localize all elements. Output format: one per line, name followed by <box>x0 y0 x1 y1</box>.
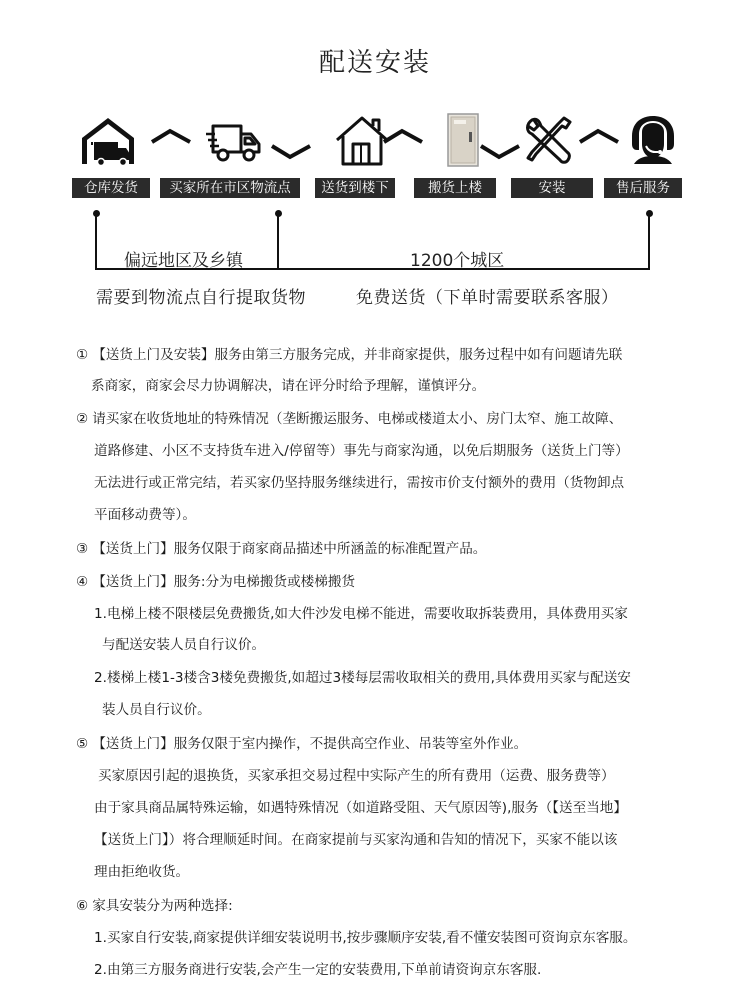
bracket-line <box>95 214 97 269</box>
connector-up-1 <box>150 128 192 144</box>
paragraph-4-line-2: 1.电梯上楼不限楼层免费搬货,如大件沙发电梯不能进，需要收取拆装费用，具体费用买家 <box>94 606 628 622</box>
paragraph-5-line-2: 买家原因引起的退换货，买家承担交易过程中实际产生的所有费用（运费、服务费等） <box>98 768 615 784</box>
connector-down-2 <box>270 144 312 160</box>
paragraph-5-line-4: 【送货上门】）将合理顺延时间。在商家提前与买家沟通和告知的情况下，买家不能以该 <box>94 832 618 848</box>
step-warehouse: 仓库发货 <box>72 178 150 198</box>
paragraph-4-line-5: 装人员自行议价。 <box>102 702 211 718</box>
warehouse-truck-icon <box>79 112 137 168</box>
page-title: 配送安装 <box>318 48 431 78</box>
paragraph-4-line-3: 与配送安装人员自行议价。 <box>102 637 266 653</box>
step-after-sales: 售后服务 <box>604 178 682 198</box>
customer-service-icon <box>624 112 682 168</box>
paragraph-4-line-1: ④ 【送货上门】服务:分为电梯搬货或楼梯搬货 <box>76 574 356 590</box>
paragraph-6-line-1: ⑥ 家具安装分为两种选择: <box>76 898 233 914</box>
paragraph-1-line-2: 系商家，商家会尽力协调解决，请在评分时给予理解，谨慎评分。 <box>91 378 486 394</box>
bracket-line <box>648 214 650 269</box>
paragraph-2-line-3: 无法进行或正常完结，若买家仍坚持服务继续进行，需按市价支付额外的费用（货物卸点 <box>94 475 625 491</box>
note-remote: 需要到物流点自行提取货物 <box>96 288 306 308</box>
paragraph-2-line-2: 道路修建、小区不支持货车进入/停留等）事先与商家沟通，以免后期服务（送货上门等） <box>94 443 629 459</box>
bracket-line <box>277 214 279 269</box>
paragraph-2-line-4: 平面移动费等）。 <box>94 507 196 523</box>
step-carry-upstairs: 搬货上楼 <box>414 178 496 198</box>
zone-urban: 1200个城区 <box>410 251 505 271</box>
step-deliver-downstairs: 送货到楼下 <box>315 178 395 198</box>
paragraph-2-line-1: ② 请买家在收货地址的特殊情况（垄断搬运服务、电梯或楼道太小、房门太窄、施工故障、 <box>76 411 623 427</box>
step-city-logistics: 买家所在市区物流点 <box>160 178 300 198</box>
connector-up-3 <box>382 128 424 144</box>
paragraph-6-line-2: 1.买家自行安装,商家提供详细安装说明书,按步骤顺序安装,看不懂安装图可资询京东客服。 <box>94 930 637 946</box>
paragraph-5-line-5: 理由拒绝收货。 <box>94 864 190 880</box>
tools-icon <box>522 112 580 168</box>
connector-down-4 <box>479 144 521 160</box>
paragraph-1-line-1: ① 【送货上门及安装】服务由第三方服务完成，并非商家提供，服务过程中如有问题请先联 <box>76 347 623 363</box>
note-urban: 免费送货（下单时需要联系客服） <box>356 288 619 308</box>
paragraph-4-line-4: 2.楼梯上楼1-3楼含3楼免费搬货,如超过3楼每层需收取相关的费用,具体费用买家与配送安 <box>94 670 631 686</box>
step-install: 安装 <box>511 178 593 198</box>
paragraph-6-line-3: 2.由第三方服务商进行安装,会产生一定的安装费用,下单前请资询京东客服. <box>94 962 542 978</box>
delivery-truck-icon <box>205 112 263 168</box>
paragraph-5-line-3: 由于家具商品属特殊运输，如遇特殊情况（如道路受阻、天气原因等),服务（【送至当地】 <box>94 800 627 816</box>
zone-remote: 偏远地区及乡镇 <box>124 251 243 271</box>
connector-up-5 <box>578 128 620 144</box>
paragraph-5-line-1: ⑤ 【送货上门】服务仅限于室内操作，不提供高空作业、吊装等室外作业。 <box>76 736 528 752</box>
paragraph-3-line-1: ③ 【送货上门】服务仅限于商家商品描述中所涵盖的标准配置产品。 <box>76 541 487 557</box>
